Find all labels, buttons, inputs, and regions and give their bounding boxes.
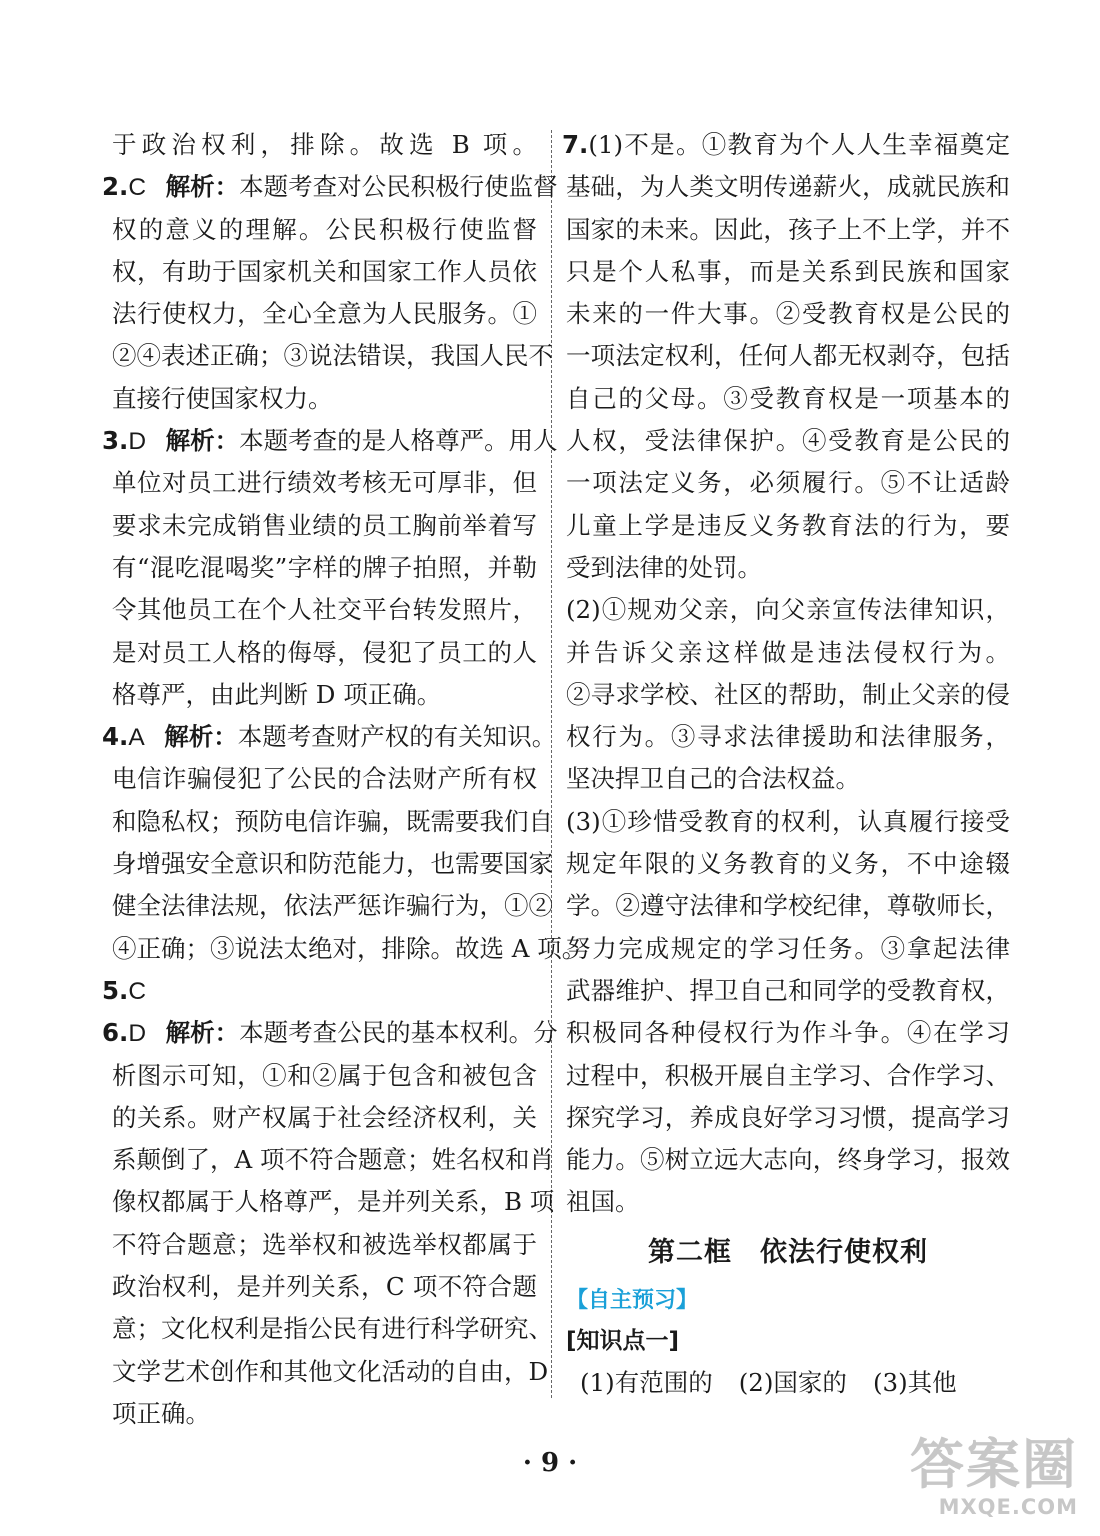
q3-analysis-label: 解析： — [165, 426, 240, 456]
q7-part3-line: 探究学习，养成良好学习习惯，提高学习 — [566, 1102, 1010, 1132]
q3-number: 3. — [102, 426, 129, 456]
q7-part1-line: 人权，受法律保护。④受教育是公民的 — [566, 426, 1010, 456]
q6-line: 文学艺术创作和其他文化活动的自由，D — [112, 1356, 549, 1386]
q5-line — [102, 970, 537, 1012]
q4-line: 身增强安全意识和防范能力，也需要国家 — [112, 849, 553, 879]
section-title: 第二框 依法行使权利 — [648, 1236, 928, 1268]
fill-answer: (3)其他 — [872, 1367, 957, 1397]
q6-line: 系颠倒了，A 项不符合题意；姓名权和肖 — [112, 1145, 554, 1175]
q2-first-text: 本题考查对公民积极行使监督 — [239, 172, 558, 202]
watermark-url: MXQE.COM — [938, 1495, 1078, 1519]
q7-part1-line: 只是个人私事，而是关系到民族和国家 — [566, 256, 1010, 286]
q4-line: 健全法律法规，依法严惩诈骗行为，①② — [112, 891, 553, 921]
q2-line: 法行使权力，全心全意为人民服务。① — [112, 299, 537, 329]
q3-line: 格尊严，由此判断 D 项正确。 — [112, 679, 442, 709]
q6-first-text: 本题考查公民的基本权利。分 — [239, 1018, 558, 1048]
q7-part1-line: 受到法律的处罚。 — [566, 552, 762, 582]
fill-answers — [566, 1362, 1010, 1404]
q6-line: 析图示可知，①和②属于包含和被包含 — [112, 1060, 537, 1090]
q7-part3-line: 能力。⑤树立远大志向，终身学习，报效 — [566, 1145, 1010, 1175]
q2-number: 2. — [102, 172, 129, 202]
q2-first-line — [102, 166, 558, 208]
q3-first-line — [102, 420, 558, 462]
q3-line: 令其他员工在个人社交平台转发照片， — [112, 595, 537, 625]
q7-part1-line: 国家的未来。因此，孩子上不上学，并不 — [566, 214, 1010, 244]
q4-answer: A — [128, 724, 145, 752]
q7-part3-line: 过程中，积极开展自主学习、合作学习、 — [566, 1060, 1010, 1090]
q3-line: 单位对员工进行绩效考核无可厚非，但 — [112, 468, 537, 498]
q3-line: 要求未完成销售业绩的员工胸前举着写 — [112, 510, 537, 540]
q6-line: 的关系。财产权属于社会经济权利，关 — [112, 1102, 537, 1132]
q7-part1-first: (1)不是。①教育为个人人生幸福奠定 — [588, 130, 1010, 159]
q7-part2-line: 权行为。③寻求法律援助和法律服务， — [566, 722, 1010, 752]
q7-part2-line: 坚决捍卫自己的合法权益。 — [566, 764, 860, 794]
watermark-logo — [908, 1433, 1078, 1526]
preview-tag: 【自主预习】 — [566, 1287, 699, 1313]
q3-first-text: 本题考查的是人格尊严。用人 — [239, 426, 558, 456]
q7-part1-line: 儿童上学是违反义务教育法的行为，要 — [566, 510, 1010, 540]
fill-answer: (1)有范围的 — [580, 1367, 713, 1397]
q7-part1-line: 基础，为人类文明传递薪火，成就民族和 — [566, 172, 1010, 202]
q6-first-line — [102, 1012, 558, 1054]
q7-part3-line: 规定年限的义务教育的义务，不中途辍 — [566, 849, 1010, 879]
q7-part3-line: (3)①珍惜受教育的权利，认真履行接受 — [566, 806, 1010, 836]
left-column — [102, 124, 587, 1435]
q7-part1-line: 自己的父母。③受教育权是一项基本的 — [566, 383, 1010, 413]
q2-line: ②④表述正确；③说法错误，我国人民不 — [112, 341, 553, 371]
q4-line: 和隐私权；预防电信诈骗，既需要我们自 — [112, 806, 553, 836]
q2-line: 权，有助于国家机关和国家工作人员依 — [112, 256, 537, 286]
q2-answer: C — [128, 174, 147, 202]
q6-line: 不符合题意；选举权和被选举权都属于 — [112, 1229, 537, 1259]
q4-number: 4. — [102, 722, 129, 752]
q1-tail-line: 于政治权利，排除。故选 B 项。 — [112, 130, 537, 159]
q3-line: 有“混吃混喝奖”字样的牌子拍照，并勒 — [112, 552, 537, 582]
q7-first-line — [562, 124, 1010, 166]
q4-first-text: 本题考查财产权的有关知识。 — [237, 722, 557, 752]
q6-line: 像权都属于人格尊严，是并列关系，B 项 — [112, 1187, 555, 1217]
q3-answer: D — [128, 428, 147, 456]
q2-line: 权的意义的理解。公民积极行使监督 — [112, 214, 537, 244]
q3-line: 是对员工人格的侮辱，侵犯了员工的人 — [112, 637, 537, 667]
q7-part2-line: (2)①规劝父亲，向父亲宣传法律知识， — [566, 595, 1010, 625]
q4-line: 电信诈骗侵犯了公民的合法财产所有权 — [112, 764, 537, 794]
q6-answer: D — [128, 1020, 147, 1048]
q2-analysis-label: 解析： — [165, 172, 240, 202]
q7-part3-line: 努力完成规定的学习任务。③拿起法律 — [566, 933, 1010, 963]
q6-number: 6. — [102, 1018, 129, 1048]
q4-line: ④正确；③说法太绝对，排除。故选 A 项。 — [112, 933, 587, 963]
q4-analysis-label: 解析： — [164, 722, 238, 752]
q7-part3-line: 学。②遵守法律和学校纪律，尊敬师长， — [566, 891, 1010, 921]
q4-first-line — [102, 716, 557, 758]
q7-number: 7. — [562, 130, 589, 159]
knowledge-point-label: [知识点一] — [566, 1327, 680, 1354]
q7-part3-line: 祖国。 — [566, 1187, 640, 1217]
page-number: · 9 · — [522, 1448, 578, 1478]
q7-part3-line: 武器维护、捍卫自己和同学的受教育权， — [566, 975, 1010, 1005]
watermark-title: 答案圈 — [910, 1433, 1078, 1496]
right-column — [562, 124, 1010, 1404]
q2-line: 直接行使国家权力。 — [112, 383, 333, 413]
q7-part1-line: 一项法定权利，任何人都无权剥夺，包括 — [566, 341, 1010, 371]
q7-part1-line: 一项法定义务，必须履行。⑤不让适龄 — [566, 468, 1010, 498]
q7-part1-line: 未来的一件大事。②受教育权是公民的 — [566, 299, 1010, 329]
q5-number: 5. — [102, 975, 129, 1005]
q7-part2-line: ②寻求学校、社区的帮助，制止父亲的侵 — [566, 679, 1010, 709]
q6-line: 政治权利，是并列关系，C 项不符合题 — [112, 1272, 537, 1302]
fill-answer: (2)国家的 — [738, 1367, 847, 1397]
q6-analysis-label: 解析： — [165, 1018, 240, 1048]
q7-part3-line: 积极同各种侵权行为作斗争。④在学习 — [566, 1018, 1010, 1048]
q5-answer: C — [128, 977, 147, 1005]
q6-line: 意；文化权利是指公民有进行科学研究、 — [112, 1314, 553, 1344]
q7-part2-line: 并告诉父亲这样做是违法侵权行为。 — [566, 637, 1010, 667]
q6-line: 项正确。 — [112, 1398, 210, 1428]
